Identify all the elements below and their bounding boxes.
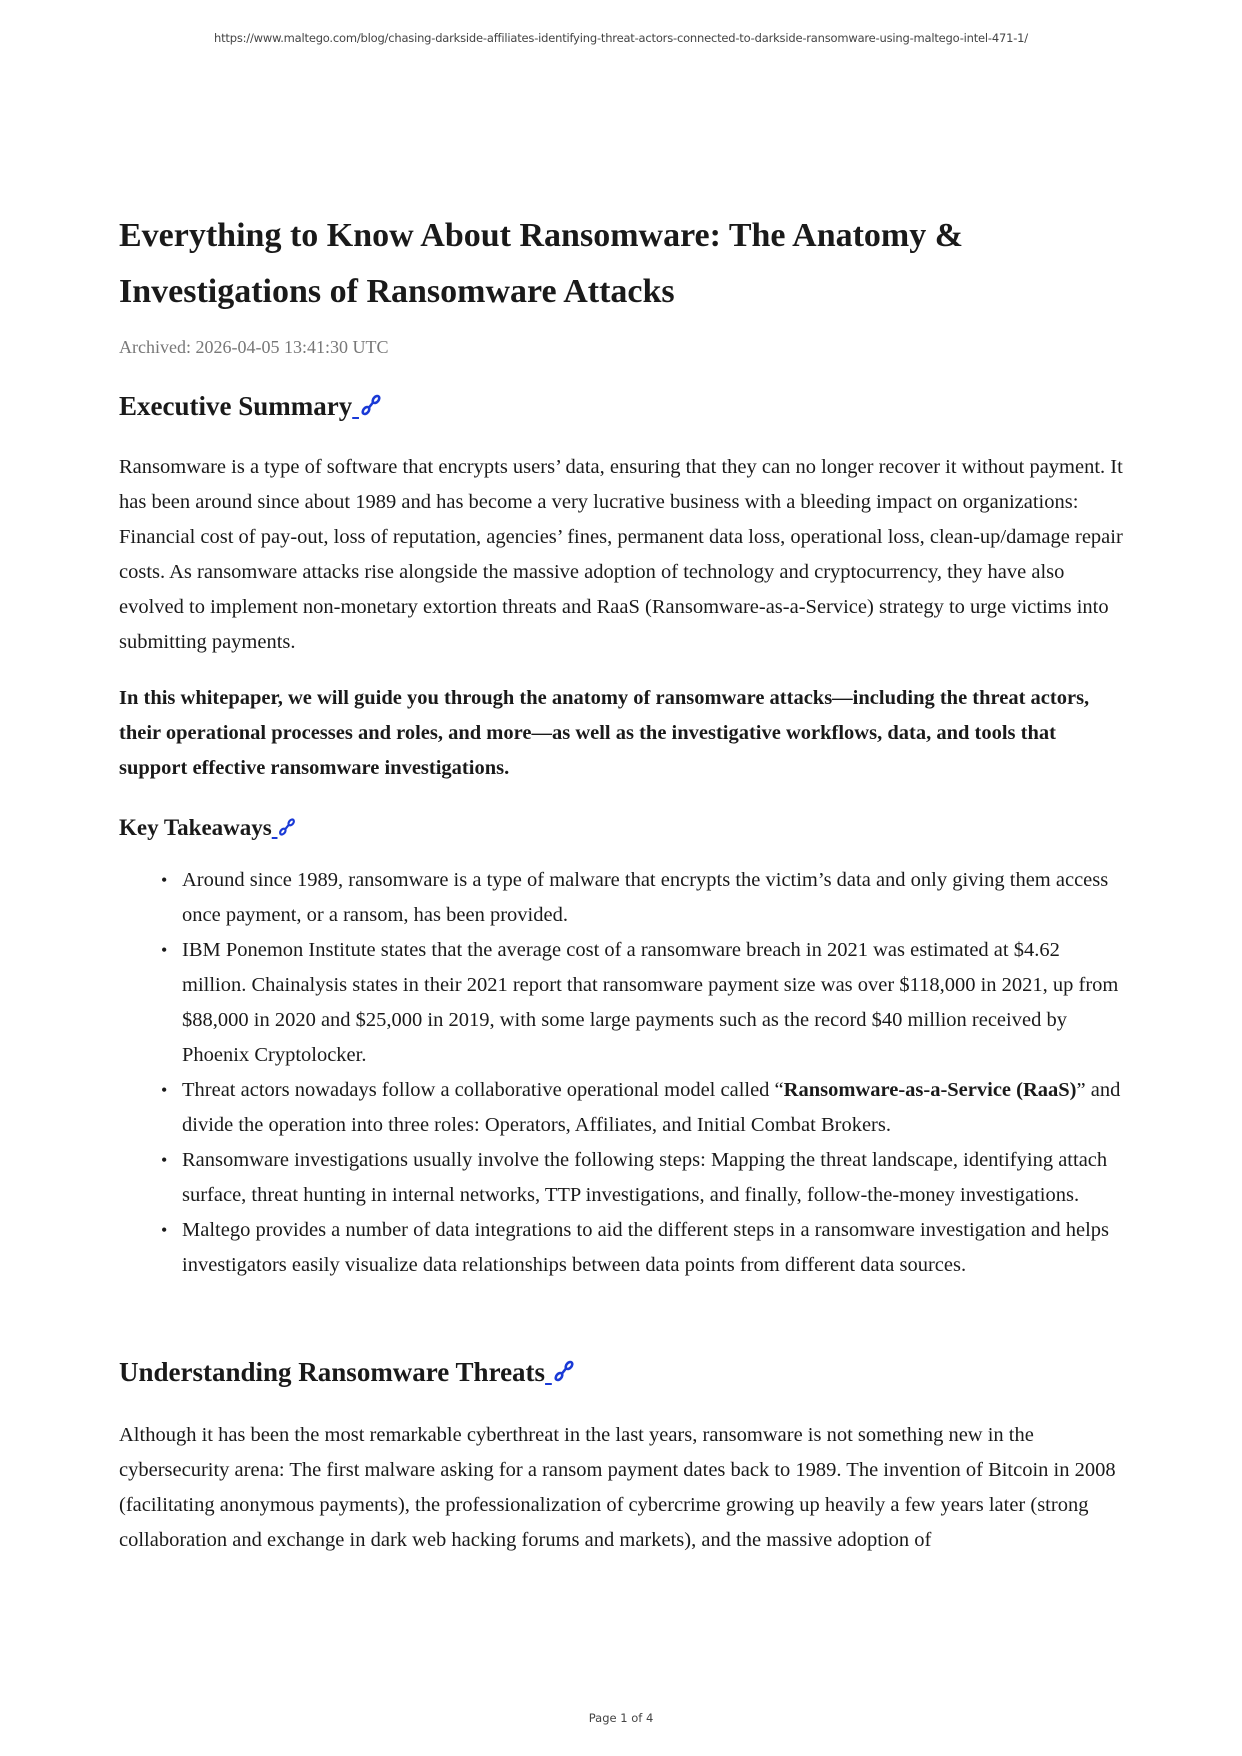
article-title: Everything to Know About Ransomware: The Anatomy & Investigations of Ransomware Attacks (119, 217, 964, 310)
list-item: • Around since 1989, ransomware is a type of malware that encrypts the victim’s data and only giving them access once payment, or a ransom, has been provided. (182, 863, 1124, 933)
section-heading-key-takeaways (119, 812, 1124, 844)
bullet-icon: • (161, 1150, 168, 1170)
bullet-icon: • (161, 940, 168, 960)
archived-timestamp: Archived: 2026-04-05 13:41:30 UTC (119, 337, 389, 357)
link-chain-icon (277, 817, 297, 837)
whitepaper-intro-bold: In this whitepaper, we will guide you through the anatomy of ransomware attacks—including the threat actors, their operational processes and roles, and more—as well as the investigative workflows, data, and tools that support effective ransomware investigations. (119, 687, 1090, 779)
list-item: • Ransomware investigations usually involve the following steps: Mapping the threat landscape, identifying attach surface, threat hunting in internal networks, TTP investigations, and finally, follow-the-money investigations. (182, 1143, 1124, 1213)
anchor-link-key-takeaways[interactable] (272, 812, 298, 844)
bullet-icon: • (161, 870, 168, 890)
list-item: • Maltego provides a number of data integrations to aid the different steps in a ransomware investigation and helps investigators easily visualize data relationships between data points from different data sources. (182, 1213, 1124, 1283)
executive-summary-paragraph: Ransomware is a type of software that encrypts users’ data, ensuring that they can no longer recover it without payment. It has been around since about 1989 and has become a very lucrative business with a bleeding impact on organizations: Financial cost of pay-out, loss of reputation, agencies’ fines, permanent data loss, operational loss, clean-up/damage repair costs. As ransomware attacks rise alongside the massive adoption of technology and cryptocurrency, they have also evolved to implement non-monetary extortion threats and RaaS (Ransomware-as-a-Service) strategy to urge victims into submitting payments. (119, 456, 1123, 653)
section-heading-executive-summary (119, 388, 1124, 424)
link-chain-icon (552, 1359, 576, 1383)
list-item: • Threat actors nowadays follow a collaborative operational model called “Ransomware-as-a-Service (RaaS)” and divide the operation into three roles: Operators, Affiliates, and Initial Combat Brokers. (182, 1073, 1124, 1143)
list-item: • IBM Ponemon Institute states that the average cost of a ransomware breach in 2021 was estimated at $4.62 million. Chainalysis states in their 2021 report that ransomware payment size was over $118,000 in 2021, up from $88,000 in 2020 and $25,000 in 2019, with some large payments such as the record $40 million received by Phoenix Cryptolocker. (182, 933, 1124, 1073)
bullet-icon: • (161, 1080, 168, 1100)
key-takeaways-list (119, 863, 1124, 1283)
anchor-link-understanding[interactable] (545, 1354, 576, 1390)
anchor-link-executive-summary[interactable] (352, 388, 383, 424)
bullet-icon: • (161, 1220, 168, 1240)
section-heading-text: Key Takeaways (119, 815, 272, 840)
page-url-header: https://www.maltego.com/blog/chasing-darkside-affiliates-identifying-threat-actors-connected-to-darkside-ransomware-using-maltego-intel-471-1/ (214, 31, 1028, 45)
link-chain-icon (359, 393, 383, 417)
section-heading-text: Executive Summary (119, 391, 353, 421)
article-content (119, 208, 1124, 1558)
section-heading-text: Understanding Ransomware Threats (119, 1357, 546, 1387)
section-heading-understanding-ransomware-threats (119, 1354, 1124, 1390)
page-number: Page 1 of 4 (588, 1711, 654, 1725)
understanding-paragraph: Although it has been the most remarkable cyberthreat in the last years, ransomware is not something new in the cybersecurity arena: The first malware asking for a ransom payment dates back to 1989. The invention of Bitcoin in 2008 (facilitating anonymous payments), the professionalization of cybercrime growing up heavily a few years later (strong collaboration and exchange in dark web hacking forums and markets), and the massive adoption of (119, 1424, 1116, 1551)
raas-term: Ransomware-as-a-Service (RaaS) (783, 1079, 1077, 1101)
